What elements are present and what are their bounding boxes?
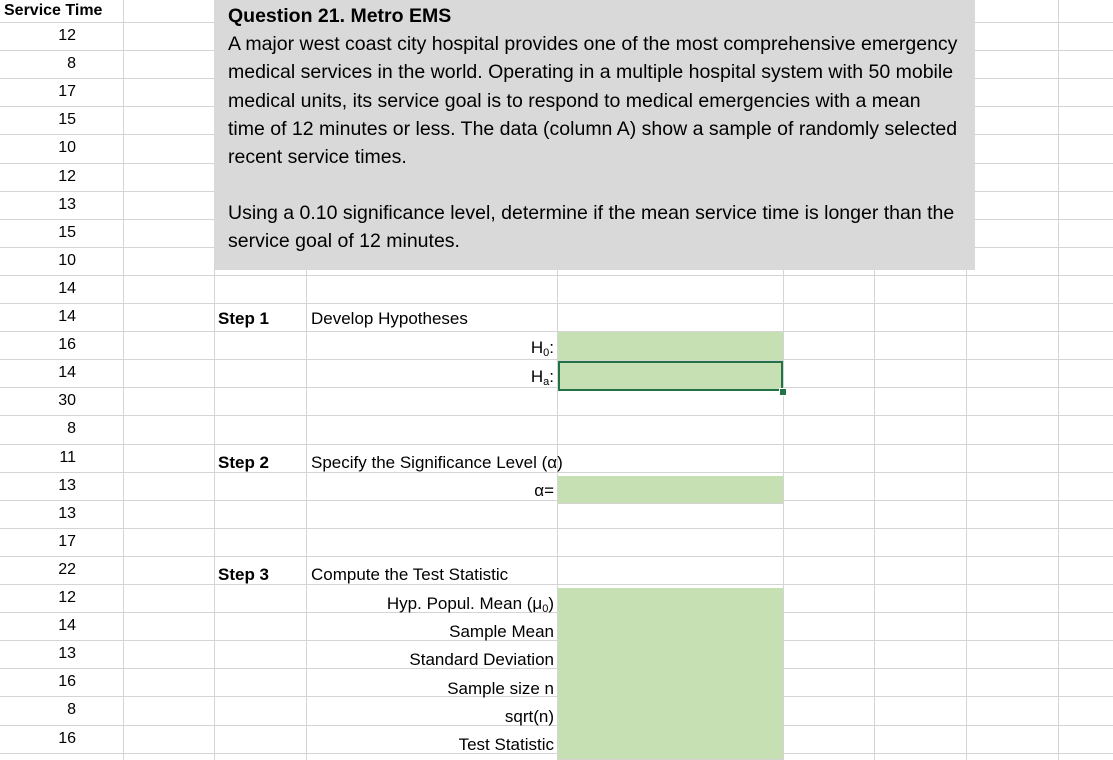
gridline: [0, 415, 1113, 416]
service-time-cell[interactable]: 14: [58, 364, 76, 381]
gridline: [0, 500, 1113, 501]
service-time-cell[interactable]: 11: [59, 449, 76, 466]
question-title: Question 21. Metro EMS: [228, 5, 452, 27]
h0-letter: H: [530, 338, 544, 357]
alpha-input-cell[interactable]: [558, 476, 783, 504]
service-time-cell[interactable]: 12: [58, 27, 76, 44]
h0-label[interactable]: [531, 334, 554, 362]
gridline: [1058, 0, 1059, 760]
gridline: [0, 331, 1113, 332]
h0-subscript: 0: [543, 347, 550, 359]
service-time-cell[interactable]: 12: [58, 589, 76, 606]
gridline: [0, 556, 1113, 557]
ha-input-cell[interactable]: [558, 361, 783, 391]
service-time-cell[interactable]: 14: [58, 280, 76, 297]
service-time-cell[interactable]: 13: [58, 645, 76, 662]
alpha-label[interactable]: α=: [534, 481, 554, 500]
step3-label[interactable]: Step 3: [218, 565, 270, 584]
service-time-cell[interactable]: 14: [58, 308, 76, 325]
h0-colon: :: [549, 338, 554, 357]
service-time-cell[interactable]: 22: [58, 561, 76, 578]
sqrt-n-label[interactable]: [505, 703, 554, 731]
question-instruction: Using a 0.10 significance level, determine if the mean service time is longer than the service goal of 12 minutes.: [228, 202, 955, 253]
row-label-text: Standard Deviation: [409, 650, 554, 669]
service-time-cell[interactable]: 16: [58, 673, 76, 690]
service-time-cell[interactable]: 16: [58, 336, 76, 353]
ha-subscript: a: [543, 376, 550, 388]
ha-colon: :: [549, 367, 554, 386]
step1-label[interactable]: Step 1: [218, 309, 270, 328]
test-statistic-label[interactable]: [459, 731, 554, 759]
hyp-mean-label[interactable]: [387, 590, 554, 618]
service-time-cell[interactable]: 13: [58, 477, 76, 494]
gridline: [0, 612, 1113, 613]
gridline: [0, 696, 1113, 697]
service-time-cell[interactable]: 12: [58, 168, 76, 185]
service-time-cell[interactable]: 13: [58, 505, 76, 522]
service-time-cell[interactable]: 15: [58, 224, 76, 241]
service-time-cell[interactable]: 10: [58, 139, 76, 156]
row-label-text: sqrt(n): [504, 707, 554, 726]
gridline: [0, 528, 1113, 529]
service-time-cell[interactable]: 13: [58, 196, 76, 213]
service-time-cell[interactable]: 17: [58, 83, 76, 100]
row-label-text: Test Statistic: [458, 735, 554, 754]
gridline: [0, 444, 1113, 445]
service-time-cell[interactable]: 8: [67, 55, 76, 72]
gridline: [123, 0, 124, 760]
sample-size-label[interactable]: [447, 675, 554, 703]
gridline: [0, 275, 1113, 276]
service-time-cell[interactable]: 16: [58, 730, 76, 747]
h0-input-cell[interactable]: [558, 332, 783, 361]
service-time-cell[interactable]: 8: [67, 420, 76, 437]
row-label-text: Sample Mean: [449, 622, 554, 641]
fill-handle[interactable]: [779, 388, 787, 396]
service-time-cell[interactable]: 15: [58, 111, 76, 128]
gridline: [0, 668, 1113, 669]
ha-letter: H: [530, 367, 544, 386]
column-a-header[interactable]: Service Time: [4, 2, 103, 19]
gridline: [0, 584, 1113, 585]
service-time-cell[interactable]: 14: [58, 617, 76, 634]
gridline: [0, 303, 1113, 304]
sample-mean-label[interactable]: [449, 618, 554, 646]
row-label-text: Hyp. Popul. Mean (μ: [386, 594, 543, 613]
gridline: [0, 359, 1113, 360]
row-label-text: Sample size n: [447, 679, 554, 698]
service-time-cell[interactable]: 10: [58, 252, 76, 269]
row-label-suffix: ): [548, 594, 554, 613]
question-body: A major west coast city hospital provides one of the most comprehensive emergency medical services in the world. Operating in a multiple hospital system with 50 mobile medical units, its service goal is to respond to medical emergencies with a mean time of 12 minutes or less. The data (column A) show a sample of randomly selected recent service times.: [228, 33, 958, 169]
gridline: [0, 387, 1113, 388]
std-dev-label[interactable]: [409, 646, 554, 674]
ha-label[interactable]: [531, 363, 554, 391]
service-time-cell[interactable]: 30: [58, 392, 76, 409]
step1-title[interactable]: Develop Hypotheses: [311, 309, 468, 328]
service-time-cell[interactable]: 17: [58, 533, 76, 550]
gridline: [0, 725, 1113, 726]
row-label-subscript: 0: [542, 603, 549, 615]
question-box[interactable]: [214, 0, 975, 270]
gridline: [0, 640, 1113, 641]
step2-title[interactable]: Specify the Significance Level (α): [311, 453, 563, 472]
service-time-cell[interactable]: 8: [67, 701, 76, 718]
step3-title[interactable]: Compute the Test Statistic: [311, 565, 509, 584]
step2-label[interactable]: Step 2: [218, 453, 270, 472]
test-statistic-input-cells[interactable]: [558, 588, 783, 760]
gridline: [0, 753, 1113, 754]
